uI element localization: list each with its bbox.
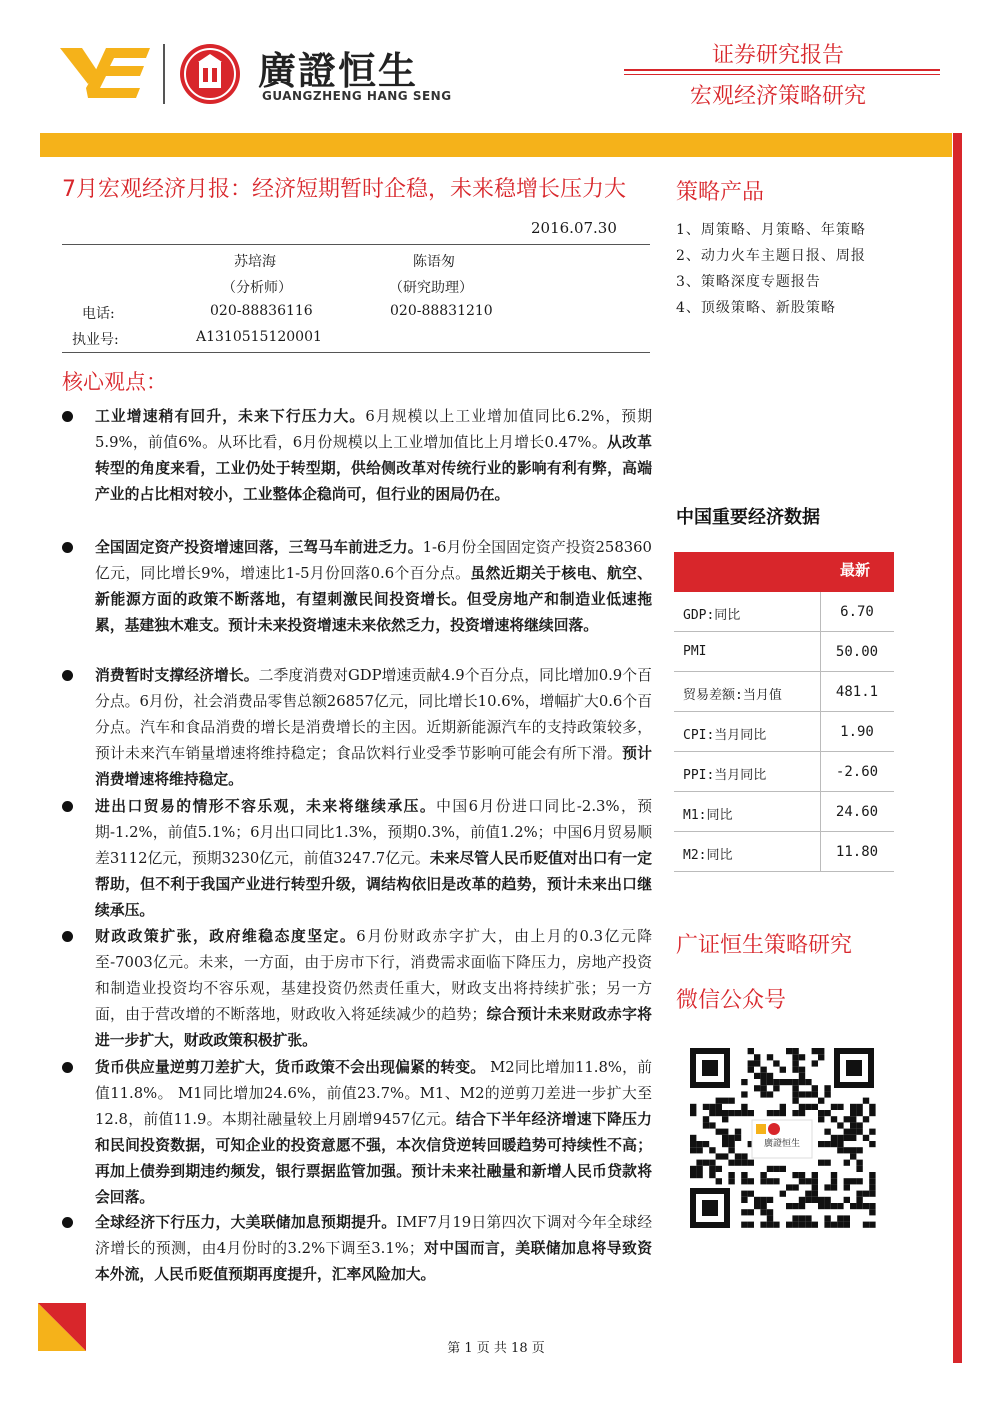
econ-value: 1.90 xyxy=(840,724,874,740)
meta-rule xyxy=(62,352,650,353)
ye-logo-icon xyxy=(60,42,150,104)
bullet-text: 进出口贸易的情形不容乐观，未来将继续承压。中国6月份进口同比-2.3%，预期-1.2%，前值5.1%；6月出口同比1.3%，预期0.3%，前值1.2%；中国6月贸易顺差3112亿元，预期3230亿元，前值3247.7亿元。未来尽管人民币贬值对出口有一定帮助，但不利于我国产业进行转型升级，调结构依旧是改革的趋势，预计未来出口继续承压。 xyxy=(95,798,652,919)
document-type: 证券研究报告 xyxy=(712,43,845,68)
license-label: 执业号: xyxy=(72,332,119,348)
core-views-heading: 核心观点： xyxy=(62,370,167,394)
bullet-text: 全球经济下行压力，大美联储加息预期提升。IMF7月19日第四次下调对今年全球经济增长的预测，由4月份时的3.2%下调至3.1%；对中国而言，美联储加息将导致资本外流，人民币贬值预期再度提升，汇率风险加大。 xyxy=(95,1214,652,1283)
table-row xyxy=(674,592,894,632)
list-item xyxy=(62,924,652,1054)
table-row xyxy=(674,672,894,712)
table-row xyxy=(674,752,894,792)
product-item: 4、顶级策略、新股策略 xyxy=(676,300,836,316)
econ-value: 481.1 xyxy=(835,684,879,700)
econ-indicator: M1:同比 xyxy=(683,808,733,823)
list-item xyxy=(62,1210,652,1288)
product-item: 2、动力火车主题日报、周报 xyxy=(676,248,866,264)
table-row xyxy=(674,792,894,832)
brand-name-cn: 廣證恒生 xyxy=(258,49,419,93)
list-item xyxy=(62,404,652,508)
qr-code-icon[interactable] xyxy=(686,1044,878,1232)
wechat-title: 广证恒生策略研究 xyxy=(676,933,853,958)
list-item xyxy=(62,1055,652,1211)
analyst-phone: 020-88836116 xyxy=(210,303,313,319)
bullet-text: 工业增速稍有回升，未来下行压力大。6月规模以上工业增加值同比6.2%，预期5.9%，前值6%。从环比看，6月份规模以上工业增加值比上月增长0.47%。从改革转型的角度来看，工业仍处于转型期，供给侧改革对传统行业的影响有利有弊，高端产业的占比相对较小，工业整体企稳尚可，但行业的困局仍在。 xyxy=(95,408,652,503)
analyst-name: 陈语匆 xyxy=(413,254,455,270)
qr-caption: 廣證恒生 xyxy=(763,1139,801,1149)
econ-indicator: 贸易差额:当月值 xyxy=(683,688,782,703)
bullet-icon xyxy=(62,1217,73,1228)
econ-data-heading: 中国重要经济数据 xyxy=(676,507,820,528)
bullet-icon xyxy=(62,542,73,553)
analyst-license: A1310515120001 xyxy=(196,329,322,345)
bullet-text: 全国固定资产投资增速回落，三驾马车前进乏力。1-6月份全国固定资产投资258360亿元，同比增长9%，增速比1-5月份回落0.6个百分点。虽然近期关于核电、航空、新能源方面的政策不断落地，有望刺激民间投资增长。但受房地产和制造业低速拖累，基建独木难支。预计未来投资增速未来依然乏力，投资增速将继续回落。 xyxy=(95,539,652,634)
logo-divider xyxy=(163,44,165,104)
phone-label: 电话: xyxy=(82,306,115,322)
seal-logo-icon xyxy=(178,42,242,106)
brand-name-en: GUANGZHENG HANG SENG xyxy=(262,89,452,103)
econ-indicator: PPI:当月同比 xyxy=(683,768,767,783)
bullet-text: 财政政策扩张，政府维稳态度坚定。6月份财政赤字扩大，由上月的0.3亿元降至-7003亿元。未来，一方面，由于房市下行，消费需求面临下降压力，房地产投资和制造业投资均不容乐观，基建投资仍然责任重大，财政支出将持续扩张；另一方面，由于营改增的不断落地，财政收入将延续减少的趋势；综合预计未来财政赤字将进一步扩大，财政政策积极扩张。 xyxy=(95,928,652,1049)
econ-value: 24.60 xyxy=(835,804,879,820)
strategy-products-heading: 策略产品 xyxy=(676,180,765,205)
econ-value: 50.00 xyxy=(835,644,879,660)
list-item xyxy=(62,794,652,924)
bullet-icon xyxy=(62,670,73,681)
header-rule xyxy=(624,74,940,75)
econ-indicator: GDP:同比 xyxy=(683,608,741,623)
econ-value: 6.70 xyxy=(840,604,874,620)
right-edge-band xyxy=(953,133,962,1363)
report-title: 7月宏观经济月报：经济短期暂时企稳，未来稳增长压力大 xyxy=(62,177,626,202)
econ-value: 11.80 xyxy=(835,844,879,860)
product-item: 3、策略深度专题报告 xyxy=(676,274,821,290)
bullet-icon xyxy=(62,801,73,812)
document-series: 宏观经济策略研究 xyxy=(690,84,867,109)
econ-indicator: PMI xyxy=(683,644,707,659)
econ-table-header xyxy=(674,552,894,592)
econ-indicator: CPI:当月同比 xyxy=(683,728,767,743)
bullet-icon xyxy=(62,1062,73,1073)
page-number: 第 1 页 共 18 页 xyxy=(447,1341,545,1356)
report-date: 2016.07.30 xyxy=(531,219,617,237)
econ-header-label: 最新 xyxy=(839,561,870,579)
header-rule xyxy=(624,69,940,71)
bullet-icon xyxy=(62,411,73,422)
econ-value: -2.60 xyxy=(835,764,879,780)
analyst-role: （分析师） xyxy=(222,280,292,296)
analyst-phone: 020-88831210 xyxy=(390,303,493,319)
analyst-name: 苏培海 xyxy=(234,254,276,270)
bullet-icon xyxy=(62,931,73,942)
bullet-text: 货币供应量逆剪刀差扩大，货币政策不会出现偏紧的转变。 M2同比增加11.8%，前值11.8%。 M1同比增加24.6%，前值23.7%。M1、M2的逆剪刀差进一步扩大至12.8，前值11.9。本期社融量较上月剧增9457亿元。结合下半年经济增速下降压力和民间投资数据，可知企业的投资意愿不强，本次信贷逆转回暖趋势可持续性不高；再加上债券到期违约频发，银行票据监管加强。预计未来社融量和新增人民币贷款将会回落。 xyxy=(95,1059,652,1206)
table-row xyxy=(674,832,894,872)
bullet-text: 消费暂时支撑经济增长。二季度消费对GDP增速贡献4.9个百分点，同比增加0.9个百分点。6月份，社会消费品零售总额26857亿元，同比增长10.6%，增幅扩大0.6个百分点。汽车和食品消费的增长是消费增长的主因。近期新能源汽车的支持政策较多，预计未来汽车销量增速将维持稳定；食品饮料行业受季节影响可能会有所下滑。预计消费增速将维持稳定。 xyxy=(95,667,652,788)
wechat-subtitle: 微信公众号 xyxy=(676,988,787,1013)
list-item xyxy=(62,535,652,639)
table-row xyxy=(674,632,894,672)
analyst-role: （研究助理） xyxy=(389,280,473,296)
header-band xyxy=(40,133,952,157)
list-item xyxy=(62,663,652,793)
econ-indicator: M2:同比 xyxy=(683,848,733,863)
title-rule xyxy=(62,244,650,245)
econ-data-table xyxy=(674,552,894,872)
product-item: 1、周策略、月策略、年策略 xyxy=(676,222,866,238)
table-row xyxy=(674,712,894,752)
